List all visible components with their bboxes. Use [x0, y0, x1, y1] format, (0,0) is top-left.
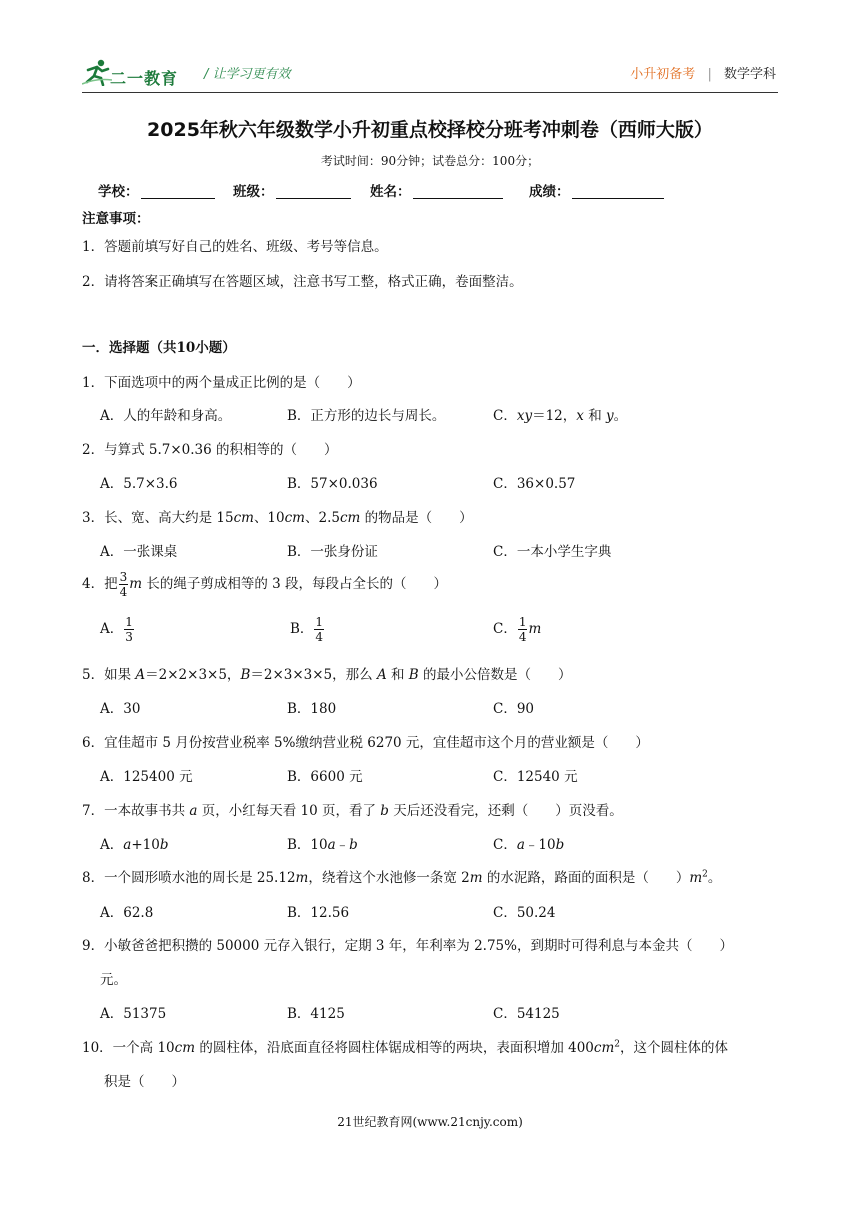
q10-text: 10．一个高 10: [82, 1040, 175, 1056]
notice-title: 注意事项：: [82, 211, 150, 227]
var-A: A: [376, 667, 387, 683]
logo-text: 二一教育: [110, 69, 179, 88]
unit-m: m: [129, 576, 143, 592]
q4-option-c[interactable]: [493, 616, 541, 643]
runner-icon: [82, 58, 112, 86]
score-field[interactable]: [529, 180, 664, 200]
q1-option-c[interactable]: [493, 404, 627, 424]
var-a: a: [516, 837, 525, 853]
denominator: 4: [518, 630, 527, 644]
unit-cm: cm: [233, 510, 254, 526]
class-label: 班级：: [233, 184, 274, 200]
q6-option-b[interactable]: B．6600 元: [287, 769, 363, 785]
q1-option-c-and: 和: [583, 408, 606, 424]
q7-option-b-text: ﹣: [335, 837, 350, 853]
question-9-cont: 元。: [100, 972, 127, 988]
question-8: [82, 866, 721, 886]
question-10-cont: 积是（ ）: [104, 1074, 185, 1090]
school-blank[interactable]: [141, 184, 215, 199]
q9-option-c[interactable]: C．54125: [493, 1006, 560, 1022]
unit-cm: cm: [284, 510, 305, 526]
denominator: 4: [119, 585, 128, 599]
section-heading: 一．选择题（共10小题）: [82, 340, 236, 356]
q5-text: ＝2×3×3×5，那么: [250, 667, 377, 683]
question-7: [82, 799, 623, 819]
var-b: b: [349, 837, 358, 853]
q7-text: 天后还没看完，还剩（ ）页没看。: [388, 803, 623, 819]
q5-option-b[interactable]: B．180: [287, 701, 337, 717]
school-field[interactable]: [98, 180, 215, 200]
unit-cm: cm: [593, 1040, 615, 1056]
class-blank[interactable]: [276, 184, 351, 199]
unit-m: m: [295, 870, 309, 886]
numerator: 1: [518, 615, 527, 629]
q3-text: 、2.5: [305, 510, 340, 526]
var-b: b: [380, 803, 389, 819]
q7-option-b-prefix: B．10: [287, 837, 328, 853]
var-b: b: [159, 837, 169, 853]
notice-item: 1．答题前填写好自己的姓名、班级、考号等信息。: [82, 239, 388, 255]
q5-text: 的最小公倍数是（ ）: [418, 667, 572, 683]
class-field[interactable]: [233, 180, 351, 200]
q9-option-b[interactable]: B．4125: [287, 1006, 345, 1022]
header-separator: |: [707, 67, 712, 82]
q7-option-b[interactable]: [287, 833, 358, 853]
q1-option-b[interactable]: B．正方形的边长与周长。: [287, 408, 446, 424]
q1-option-c-prefix: C．: [493, 408, 517, 424]
score-label: 成绩：: [529, 184, 570, 200]
q1-option-c-text: ＝12，: [532, 408, 577, 424]
q7-option-a[interactable]: [100, 833, 168, 853]
question-4: [82, 571, 447, 598]
q3-option-b[interactable]: B．一张身份证: [287, 544, 378, 560]
q2-option-b[interactable]: B．57×0.036: [287, 476, 378, 492]
q7-text: 页，小红每天看 10 页，看了: [197, 803, 381, 819]
q8-option-a[interactable]: A．62.8: [100, 905, 154, 921]
q2-option-c[interactable]: C．36×0.57: [493, 476, 576, 492]
school-label: 学校：: [98, 184, 139, 200]
question-2: 2．与算式 5.7×0.36 的积相等的（ ）: [82, 442, 338, 458]
q9-option-a[interactable]: A．51375: [100, 1006, 167, 1022]
q7-option-a-prefix: A．: [100, 837, 124, 853]
unit-m: m: [528, 621, 542, 637]
name-blank[interactable]: [413, 184, 503, 199]
q5-option-c[interactable]: C．90: [493, 701, 535, 717]
q7-option-c-text: ﹣10: [524, 837, 556, 853]
q4-option-a[interactable]: [100, 616, 135, 643]
var-a: a: [123, 837, 132, 853]
q4-option-c-prefix: C．: [493, 621, 517, 637]
q6-option-c[interactable]: C．12540 元: [493, 769, 578, 785]
question-9: 9．小敏爸爸把积攒的 50000 元存入银行，定期 3 年，年利率为 2.75%，到期时可得利息与本金共（ ）: [82, 938, 733, 954]
superscript: 2: [614, 1039, 620, 1050]
q10-text: ，这个圆柱体的体: [620, 1040, 728, 1056]
page-title: 2025年秋六年级数学小升初重点校择校分班考冲刺卷（西师大版）: [147, 119, 713, 141]
unit-cm: cm: [339, 510, 361, 526]
numerator: 1: [125, 615, 133, 629]
var-B: B: [408, 667, 419, 683]
q5-text: 5．如果: [82, 667, 136, 683]
unit-cm: cm: [174, 1040, 196, 1056]
var-xy: xy: [516, 408, 533, 424]
q8-text: ，绕着这个水池修一条宽 2: [308, 870, 470, 886]
score-blank[interactable]: [572, 184, 664, 199]
question-1: 1．下面选项中的两个量成正比例的是（ ）: [82, 375, 361, 391]
q7-text: 7．一本故事书共: [82, 803, 190, 819]
q4-text: 长的绳子剪成相等的 3 段，每段占全长的（ ）: [142, 576, 448, 592]
q4-option-b[interactable]: [290, 616, 325, 643]
denominator: 4: [315, 630, 324, 644]
fraction: [119, 571, 129, 598]
q4-option-b-prefix: B．: [290, 621, 314, 637]
unit-m: m: [689, 870, 703, 886]
q8-text: 的水泥路，路面的面积是（ ）: [482, 870, 690, 886]
unit-m: m: [469, 870, 483, 886]
q4-text: 4．把: [82, 576, 118, 592]
var-a: a: [327, 837, 336, 853]
exam-type-label: 小升初备考: [630, 67, 696, 82]
q1-option-c-end: 。: [613, 408, 628, 424]
q6-option-a[interactable]: A．125400 元: [100, 769, 193, 785]
page-footer: 21世纪教育网(www.21cnjy.com): [337, 1115, 523, 1129]
superscript: 2: [702, 869, 708, 880]
notice-item: 2．请将答案正确填写在答题区域，注意书写工整，格式正确，卷面整洁。: [82, 274, 523, 290]
brand-logo: [82, 58, 192, 88]
question-10: [82, 1036, 728, 1056]
q5-text: ＝2×2×3×5，: [145, 667, 241, 683]
name-label: 姓名：: [370, 184, 411, 200]
q4-option-a-prefix: A．: [100, 621, 124, 637]
q3-text: 3．长、宽、高大约是 15: [82, 510, 234, 526]
var-b: b: [555, 837, 565, 853]
q1-option-a[interactable]: A．人的年龄和身高。: [100, 408, 232, 424]
header-divider: [82, 92, 778, 93]
subject-label: 数学学科: [723, 67, 776, 82]
exam-info: 考试时间：90分钟；试卷总分：100分；: [320, 154, 540, 168]
numerator: 3: [119, 570, 128, 584]
q7-option-c-prefix: C．: [493, 837, 517, 853]
slogan: / 让学习更有效: [204, 67, 291, 82]
question-5: [82, 663, 572, 683]
name-field[interactable]: [370, 180, 503, 200]
var-x: x: [576, 408, 584, 424]
q8-text: 。: [707, 870, 722, 886]
var-A: A: [135, 667, 146, 683]
q3-text: 、10: [253, 510, 285, 526]
fraction: [314, 616, 324, 643]
header-right: [630, 63, 776, 82]
q3-option-a[interactable]: A．一张课桌: [100, 544, 178, 560]
numerator: 1: [315, 615, 324, 629]
fraction: [124, 616, 134, 643]
q8-option-b[interactable]: B．12.56: [287, 905, 350, 921]
q3-option-c[interactable]: C．一本小学生字典: [493, 544, 612, 560]
var-y: y: [606, 408, 614, 424]
q5-text: 和: [386, 667, 409, 683]
var-B: B: [240, 667, 251, 683]
q7-option-a-text: +10: [131, 837, 160, 853]
question-6: 6．宜佳超市 5 月份按营业税率 5%缴纳营业税 6270 元，宜佳超市这个月的营业额是（ ）: [82, 735, 649, 751]
fraction: [518, 616, 528, 643]
var-a: a: [189, 803, 198, 819]
q5-option-a[interactable]: A．30: [100, 701, 141, 717]
q3-text: 的物品是（ ）: [360, 510, 473, 526]
denominator: 3: [125, 630, 133, 644]
q7-option-c[interactable]: [493, 833, 564, 853]
q8-text: 8．一个圆形喷水池的周长是 25.12: [82, 870, 296, 886]
q8-option-c[interactable]: C．50.24: [493, 905, 556, 921]
question-3: [82, 506, 473, 526]
q2-option-a[interactable]: A．5.7×3.6: [100, 476, 178, 492]
page-header: [82, 54, 782, 90]
q10-text: 的圆柱体，沿底面直径将圆柱体锯成相等的两块，表面积增加 400: [195, 1040, 594, 1056]
